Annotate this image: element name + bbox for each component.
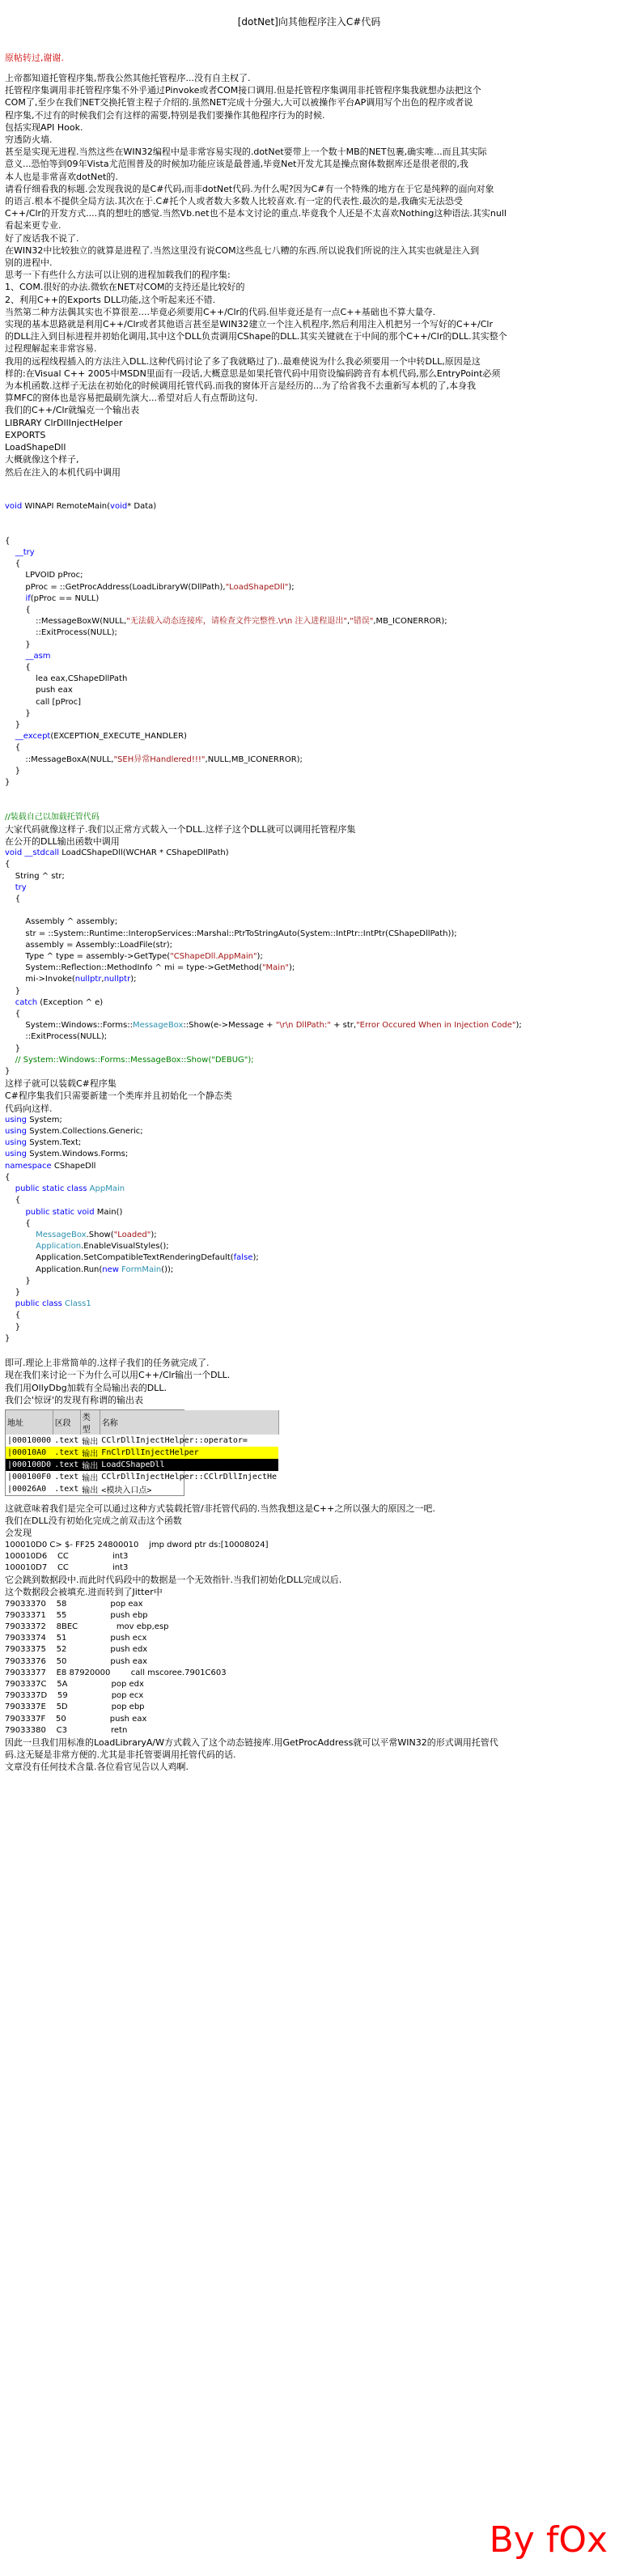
article [5, 0, 613, 1774]
code-line: Assembly ^ assembly; [5, 917, 118, 927]
text-line: 大家代码就像这样子.我们以正常方式载入一个DLL.这样子这个DLL就可以调用托管程序集 [5, 823, 356, 835]
table-row [6, 1435, 278, 1447]
intro-line: 过程理解起来非常容易. [5, 343, 97, 355]
table-cell: CClrDllInjectHelper::CClrDllInjectHe [101, 1472, 278, 1481]
code-csharp-appmain [5, 1115, 613, 1345]
code-line: public class Class1 [15, 1299, 91, 1309]
code-line: __asm [25, 651, 51, 661]
code-line: // System::Windows::Forms::MessageBox::Show("DEBUG"); [5, 1055, 254, 1065]
conclusion-paragraph [5, 1736, 613, 1774]
code-line: } [5, 1044, 21, 1053]
def-file-lines [5, 417, 613, 454]
intro-line: COM了,至少在我们NET交换托管主程子介绍的.虽然NET完成十分强大,大可以被操作平台AP调用写个出色的程序或者说 [5, 97, 473, 108]
code-line: } [5, 708, 31, 718]
table-header: 地址 [6, 1410, 53, 1435]
code-line: if(pProc == NULL) [25, 593, 100, 603]
intro-line: C++/Clr的开发方式....真的想吐的感觉.当然Vb.net也不是本文讨论的重点.毕竟我个人还是不太喜欢Nothing这种语法.其实null [5, 208, 507, 219]
text-line: 代码向这样. [5, 1103, 53, 1114]
paragraph-after-table [5, 1503, 613, 1540]
code-line: { [5, 559, 21, 569]
intro-line: 本人也是非常喜欢dotNet的. [5, 171, 118, 182]
table-cell: .text [54, 1435, 79, 1445]
code-line: } [5, 777, 11, 787]
code-line: mi->Invoke(nullptr,nullptr); [5, 975, 137, 984]
code-line: ::MessageBoxW(NULL,"无法载入动态连接库，请检查文件完整性.\r\n 注入进程退出","错误",MB_ICONERROR); [5, 617, 447, 627]
asm-line: 7903337D 59 pop ecx [5, 1691, 144, 1701]
code-line: ::MessageBoxA(NULL,"SEH异常Handlered!!!",NULL,MB_ICONERROR); [5, 755, 303, 764]
table-cell: LoadCShapeDll [100, 1459, 278, 1471]
intro-line: 程序集,不过有的时候我们会有这样的需要,特别是我们要操作其他程序行为的时候. [5, 109, 325, 121]
paragraph-before-remote-main [5, 453, 613, 478]
paragraph-jitter [5, 1574, 613, 1598]
def-line: EXPORTS [5, 429, 46, 440]
code-line: catch (Exception ^ e) [15, 997, 104, 1007]
code-line: call [pProc] [5, 697, 82, 707]
code-line: using System.Text; [5, 1138, 82, 1148]
code-line: __try [15, 547, 35, 557]
code-line: String ^ str; [5, 871, 65, 881]
table-cell: |00010000 [7, 1435, 52, 1445]
text-line: 我们用OllyDbg加载有全局输出表的DLL. [5, 1382, 167, 1393]
intro-line: 甚至是实现无进程.当然这些在WIN32编程中是非常容易实现的.dotNet要带上一个数十MB的NET包裹,确实唯...而且其实际 [5, 147, 487, 158]
text-line: 这就意味着我们是完全可以通过这种方式装载托管/非托管代码的.当然我想这是C++之所以强大的原因之一吧. [5, 1503, 435, 1514]
code-line: Application.Run(new FormMain()); [5, 1265, 174, 1274]
table-cell: .text [54, 1460, 79, 1469]
ollydbg-exports-table [5, 1409, 278, 1496]
code-line: { [5, 536, 11, 546]
table-header: 区段 [53, 1410, 80, 1435]
text-line: 这样子就可以装载C#程序集 [5, 1078, 117, 1090]
table-cell: 输出 [80, 1447, 100, 1459]
code-line: { [5, 1311, 21, 1320]
text-line: 我们会'惊讶'的发现有称谓的输出表 [5, 1394, 144, 1405]
text-line: 因此一旦我们用标准的LoadLibraryA/W方式载入了这个动态链接库.用GetProcAddress就可以平常WIN32的形式调用托管代 [5, 1737, 498, 1749]
text-line: 它会跳到数据段中.而此时代码段中的数据是一个无效指针.当我们初始化DLL完成以后. [5, 1575, 342, 1586]
code-line: { [5, 743, 21, 753]
repost-notice: 原帖转过,谢谢. [5, 53, 64, 63]
asm-line: 7903337F 50 push eax [5, 1714, 147, 1724]
code-line: assembly = Assembly::LoadFile(str); [5, 940, 172, 950]
code-line: { [5, 1196, 21, 1205]
code-line: public static void Main() [25, 1207, 123, 1217]
code-line: ::ExitProcess(NULL); [5, 1032, 108, 1042]
code-line: { [5, 1010, 21, 1019]
table-header: 名称 [100, 1410, 278, 1435]
intro-line: 别的进程中. [5, 257, 53, 269]
code-line: try [15, 882, 27, 892]
asm-line: 100010D6 CC int3 [5, 1551, 129, 1561]
text-line [5, 1345, 613, 1357]
text-line: 大概就像这个样子, [5, 454, 79, 465]
text-line: 然后在注入的本机代码中调用 [5, 466, 121, 478]
text-line: 现在我们来讨论一下为什么可以用C++/Clr输出一个DLL. [5, 1370, 231, 1381]
asm-line: 79033375 52 push edx [5, 1645, 148, 1655]
asm-line: 79033376 50 push eax [5, 1656, 147, 1666]
code-line: lea eax,CShapeDllPath [5, 674, 128, 684]
text-line: 在公开的DLL输出函数中调用 [5, 836, 120, 847]
code-line: using System.Collections.Generic; [5, 1127, 143, 1137]
intro-line: 我用的远程线程插入的方法注入DLL.这种代码讨论了多了我就略过了)..最难使说为什么我必须要用一个中转DLL,原因是这 [5, 355, 481, 367]
code-line: __except(EXCEPTION_EXECUTE_HANDLER) [15, 732, 187, 742]
asm-line: 79033370 58 pop eax [5, 1599, 143, 1609]
intro-line: 2、利用C++的Exports DLL功能,这个听起来还不错. [5, 294, 216, 305]
code-line: } [5, 1333, 11, 1343]
code-remote-main: void WINAPI RemoteMain(void* Data) { __try { LPVOID pProc; pProc = ::GetProcAddress(LoadLibraryW(DllPath),"LoadShapeDll"); if(pProc == NULL) { ::MessageBoxW(NULL,"无法载入动态连接库，请检查文件完整性.\r\n 注入进程退出","错误",MB_ICONERROR); ::ExitProcess(NULL); } __asm { lea eax,CShapeDllPath push eax call [pProc] } } __except(EXCEPTION_EXECUTE_HANDLER) { ::MessageBoxA(NULL,"SEH异常Handlered!!!",NULL,MB_ICONERROR); } } [5, 478, 613, 812]
code-line: Application.SetCompatibleTextRenderingDefault(false); [5, 1253, 259, 1263]
table-cell: |000100D0 [7, 1460, 52, 1469]
def-line: LIBRARY ClrDllInjectHelper [5, 417, 123, 428]
code-line: } [5, 1067, 11, 1077]
paragraph-ollydbg [5, 1345, 613, 1406]
code-line: { [5, 1218, 31, 1228]
table-header: 类型 [80, 1410, 100, 1435]
intro-line: 1、COM.很好的办法.微软在NET对COM的支持还是比较好的 [5, 282, 245, 293]
code-line: } [5, 720, 21, 729]
author-signature: By fOx [489, 2519, 608, 2561]
code-line: } [5, 1322, 21, 1332]
code-line: } [5, 766, 21, 776]
table-cell: |00026A0 [7, 1484, 47, 1494]
asm-line: 79033374 51 push ecx [5, 1634, 147, 1643]
intro-line: 思考一下有些什么方法可以让别的进程加载我们的程序集: [5, 270, 231, 281]
intro-line: 在WIN32中比较独立的就算是进程了.当然这里没有说COM这些乱七八糟的东西.所以说我们所说的注入其实也就是注入到 [5, 244, 480, 256]
code-line: LPVOID pProc; [5, 571, 83, 580]
asm-line: 100010D7 CC int3 [5, 1562, 129, 1572]
asm-line: 7903337C 5A pop edx [5, 1680, 144, 1689]
code-line: { [5, 662, 31, 672]
intro-line: 请看仔细看我的标题.会发现我说的是C#代码,而非dotNet代码.为什么呢?因为C#有一个特殊的地方在于它是纯粹的面向对象 [5, 183, 494, 194]
intro-line: 看起来更专业. [5, 220, 61, 232]
intro-line: 算MFC的窗体也是容易把最刷先演大...希望对后人有点帮助这句. [5, 393, 258, 404]
def-line: LoadShapeDll [5, 442, 66, 453]
text-line: 即可.理论上非常简单的.这样子我们的任务就完成了. [5, 1358, 210, 1369]
code-line [5, 905, 613, 916]
code-line: using System; [5, 1115, 62, 1124]
code-line: System::Reflection::MethodInfo ^ mi = type->GetMethod("Main"); [5, 963, 295, 973]
table-cell: 输出 [80, 1459, 100, 1471]
asm-line: 7903337E 5D pop ebp [5, 1702, 145, 1712]
code-comment: //装载自己以加载托管代码 [5, 812, 100, 822]
table-cell: |000100F0 [7, 1472, 52, 1481]
asm-line: 79033371 55 push ebp [5, 1610, 148, 1620]
table-cell: 输出 [82, 1486, 99, 1495]
intro-line: 样的:在Visual C++ 2005中MSDN里面有一段话,大概意思是如果托管代码中用资设编码跨音有本机代码,那么EntryPoint必须 [5, 368, 501, 379]
intro-line: 穷透防火墙. [5, 134, 53, 146]
table-row [6, 1459, 278, 1471]
table-row [6, 1471, 278, 1483]
code-line: push eax [5, 686, 73, 695]
text-line: C#程序集我们只需要新建一个类库并且初始化一个静态类 [5, 1090, 232, 1102]
intro-line: 实现的基本思路就是利用C++/Clr或者其他语言甚至是WIN32建立一个注入机程序,然后利用注入机把另一个写好的C++/Clr [5, 319, 493, 330]
intro-line: 好了废话我不说了. [5, 232, 79, 244]
table-cell: .text [54, 1484, 79, 1494]
code-line: } [5, 1287, 21, 1297]
table-cell: <模块入口点> [101, 1486, 152, 1495]
intro-line: 的语言.根本不提供全局方法.其次在于.C#托个人或者数大多数人比较喜欢.有一定的代表性.最次的是,我确实无法恐受 [5, 196, 463, 207]
code-line: using System.Windows.Forms; [5, 1150, 129, 1159]
code-line: Type ^ type = assembly->GetType("CShapeDll.AppMain"); [5, 952, 263, 962]
table-cell: .text [54, 1447, 79, 1457]
code-line: } [5, 1276, 31, 1286]
table-cell: |00010A0 [6, 1447, 53, 1459]
text-line: 会发现 [5, 1528, 32, 1539]
code-line: MessageBox.Show("Loaded"); [36, 1230, 157, 1239]
asm-jitter-listing [5, 1599, 613, 1736]
text-line: 我们在DLL没有初始化完成之前双击这个函数 [5, 1515, 182, 1527]
text-line: 这个数据段会被填充.进而转到了Jitter中 [5, 1587, 163, 1598]
code-line: ::ExitProcess(NULL); [5, 628, 117, 638]
text-line: 码.这无疑是非常方便的.尤其是非托管要调用托管代码的话. [5, 1749, 236, 1761]
intro-line: 托管程序集调用非托管程序集不外乎通过Pinvoke或者COM接口调用.但是托管程序集调用非托管程序集我就想办法把这个 [5, 85, 481, 96]
code-load-cshape-dll [5, 848, 613, 1078]
asm-line: 79033380 C3 retn [5, 1725, 128, 1735]
code-line: public static class AppMain [15, 1184, 125, 1194]
intro-line: 上帝都知道托管程序集,帮我公然其他托管程序...没有自主权了. [5, 73, 251, 83]
intro-line: 我们的C++/Clr就编克一个输出表 [5, 405, 140, 416]
code-line: { [5, 860, 11, 869]
intro-line: 为本机函数.这样子无法在初始化的时候调用托管代码.而我的窗体开言是经历的...为了给省我不去重新写本机的了,本身我 [5, 380, 476, 392]
code-line: { [5, 1172, 11, 1182]
intro-line: 的DLL注入到目标进程并初始化调用,其中这个DLL负责调用CShape的DLL.其实关键就在于中间的那个C++/Clr的DLL.其实整个 [5, 331, 507, 342]
code-line: { [5, 895, 21, 904]
asm-line: 100010D0 C> $- FF25 24800010 jmp dword ptr ds:[10008024] [5, 1540, 269, 1549]
code-line: System::Windows::Forms::MessageBox::Show(e->Message + "\r\n DllPath:" + str,"Error Occured When in Injection Code"); [5, 1021, 522, 1031]
table-row [6, 1483, 278, 1495]
table-cell: FnClrDllInjectHelper [100, 1447, 278, 1459]
intro-line: 当然第二种方法偶其实也不算很差....毕竟必须要用C++/Clr的代码.但毕竟还是有一点C++基础也不算大量夺. [5, 306, 436, 317]
asm-line: 79033377 E8 87920000 call mscoree.7901C603 [5, 1668, 227, 1677]
table-row [6, 1447, 278, 1459]
code-line: { [5, 605, 31, 614]
code-line: namespace CShapeDll [5, 1161, 96, 1171]
intro-line: 意义...恐怕等到09年Vista尤范围普及的时候加功能应该是最普通,毕竟Net开发尤其是操点窗体数据库还是很老很的,我 [5, 159, 468, 170]
table-cell: .text [54, 1472, 79, 1481]
table-cell: CClrDllInjectHelper::operator= [101, 1435, 248, 1445]
table-cell: 输出 [82, 1437, 99, 1447]
page-title: [dotNet]向其他程序注入C#代码 [237, 16, 381, 28]
code-line: void __stdcall LoadCShapeDll(WCHAR * CShapeDllPath) [5, 848, 229, 858]
asm-jump-listing [5, 1540, 613, 1575]
code-line: } [5, 986, 21, 996]
intro-paragraphs [5, 72, 613, 417]
text-line: 文章没有任何技术含量.各位看官见告以人鸡啊. [5, 1762, 189, 1773]
code-line: } [5, 640, 31, 649]
code-line: pProc = ::GetProcAddress(LoadLibraryW(DllPath),"LoadShapeDll"); [5, 582, 295, 592]
asm-line: 79033372 8BEC mov ebp,esp [5, 1622, 169, 1631]
table-cell: 输出 [82, 1473, 99, 1483]
paragraph-before-csharp [5, 1078, 613, 1115]
code-line: Application.EnableVisualStyles(); [36, 1242, 169, 1252]
code-line: str = ::System::Runtime::InteropServices::Marshal::PtrToStringAuto(System::IntPtr::IntPtr(CShapeDllPath)); [5, 929, 457, 938]
intro-line: 包括实现API Hook. [5, 121, 83, 133]
paragraph-before-load-dll [5, 823, 613, 848]
